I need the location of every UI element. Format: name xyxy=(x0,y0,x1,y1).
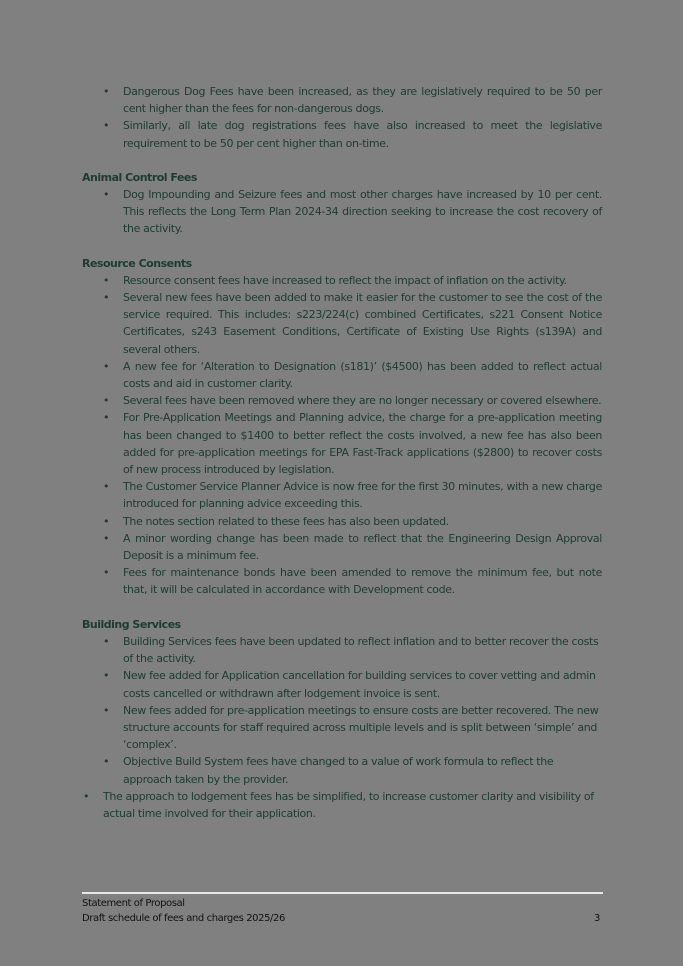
list-item: • Objective Build System fees have changed to a value of work formula to reflect the approach taken by the provider. xyxy=(82,753,602,787)
list-item: • A minor wording change has been made to reflect that the Engineering Design Approval Deposit is a minimum fee. xyxy=(82,530,602,564)
list-item: • Dangerous Dog Fees have been increased, as they are legislatively required to be 50 per cent higher than the fees for non-dangerous dogs. xyxy=(82,83,602,117)
list-item: • Building Services fees have been updated to reflect inflation and to better recover the costs of the activity. xyxy=(82,633,602,667)
list-item: • For Pre-Application Meetings and Planning advice, the charge for a pre-application meeting has been changed to $1400 to better reflect the costs involved, a new fee has also been added for pre-application meetings for EPA Fast-Track applications ($2800) to recover costs of new process introduced by legislation. xyxy=(82,409,602,478)
page-footer xyxy=(82,896,602,926)
resource-consents-list xyxy=(82,272,602,599)
animal-control-list xyxy=(82,186,602,238)
section-heading-resource-consents: Resource Consents xyxy=(82,256,192,270)
list-item: • The Customer Service Planner Advice is now free for the first 30 minutes, with a new charge introduced for planning advice exceeding this. xyxy=(82,478,602,512)
list-item: • Resource consent fees have increased to reflect the impact of inflation on the activity. xyxy=(82,272,602,289)
document-body xyxy=(82,83,602,822)
list-item: • Several fees have been removed where they are no longer necessary or covered elsewhere. xyxy=(82,392,602,409)
list-item: • Fees for maintenance bonds have been amended to remove the minimum fee, but note that, it will be calculated in accordance with Development code. xyxy=(82,564,602,598)
section-heading-building-services: Building Services xyxy=(82,617,181,631)
list-item: • Dog Impounding and Seizure fees and most other charges have increased by 10 per cent. This reflects the Long Term Plan 2024-34 direction seeking to increase the cost recovery of the activity. xyxy=(82,186,602,238)
footer-document-title: Statement of Proposal xyxy=(82,898,185,909)
list-item: • New fees added for pre-application meetings to ensure costs are better recovered. The new structure accounts for staff required across multiple levels and is split between ‘simple’ and ‘complex’. xyxy=(82,702,602,754)
footer-document-subtitle: Draft schedule of fees and charges 2025/26 xyxy=(82,913,285,924)
building-services-list xyxy=(82,633,602,822)
list-item: • New fee added for Application cancellation for building services to cover vetting and admin costs cancelled or withdrawn after lodgement invoice is sent. xyxy=(82,667,602,701)
dog-fees-list xyxy=(82,83,602,152)
list-item: • A new fee for ‘Alteration to Designation (s181)’ ($4500) has been added to reflect actual costs and aid in customer clarity. xyxy=(82,358,602,392)
page-number: 3 xyxy=(594,913,600,924)
list-item: • Several new fees have been added to make it easier for the customer to see the cost of the service required. This includes: s223/224(c) combined Certificates, s221 Consent Notice Certificates, s243 Easement Conditions, Certificate of Existing Use Rights (s139A) and several others. xyxy=(82,289,602,358)
list-item-outer: • The approach to lodgement fees has be simplified, to increase customer clarity and visibility of actual time involved for their application. xyxy=(82,788,602,822)
section-heading-animal-control: Animal Control Fees xyxy=(82,170,197,184)
list-item: • Similarly, all late dog registrations fees have also increased to meet the legislative requirement to be 50 per cent higher than on-time. xyxy=(82,117,602,151)
list-item: • The notes section related to these fees has also been updated. xyxy=(82,513,602,530)
footer-divider xyxy=(82,892,603,894)
